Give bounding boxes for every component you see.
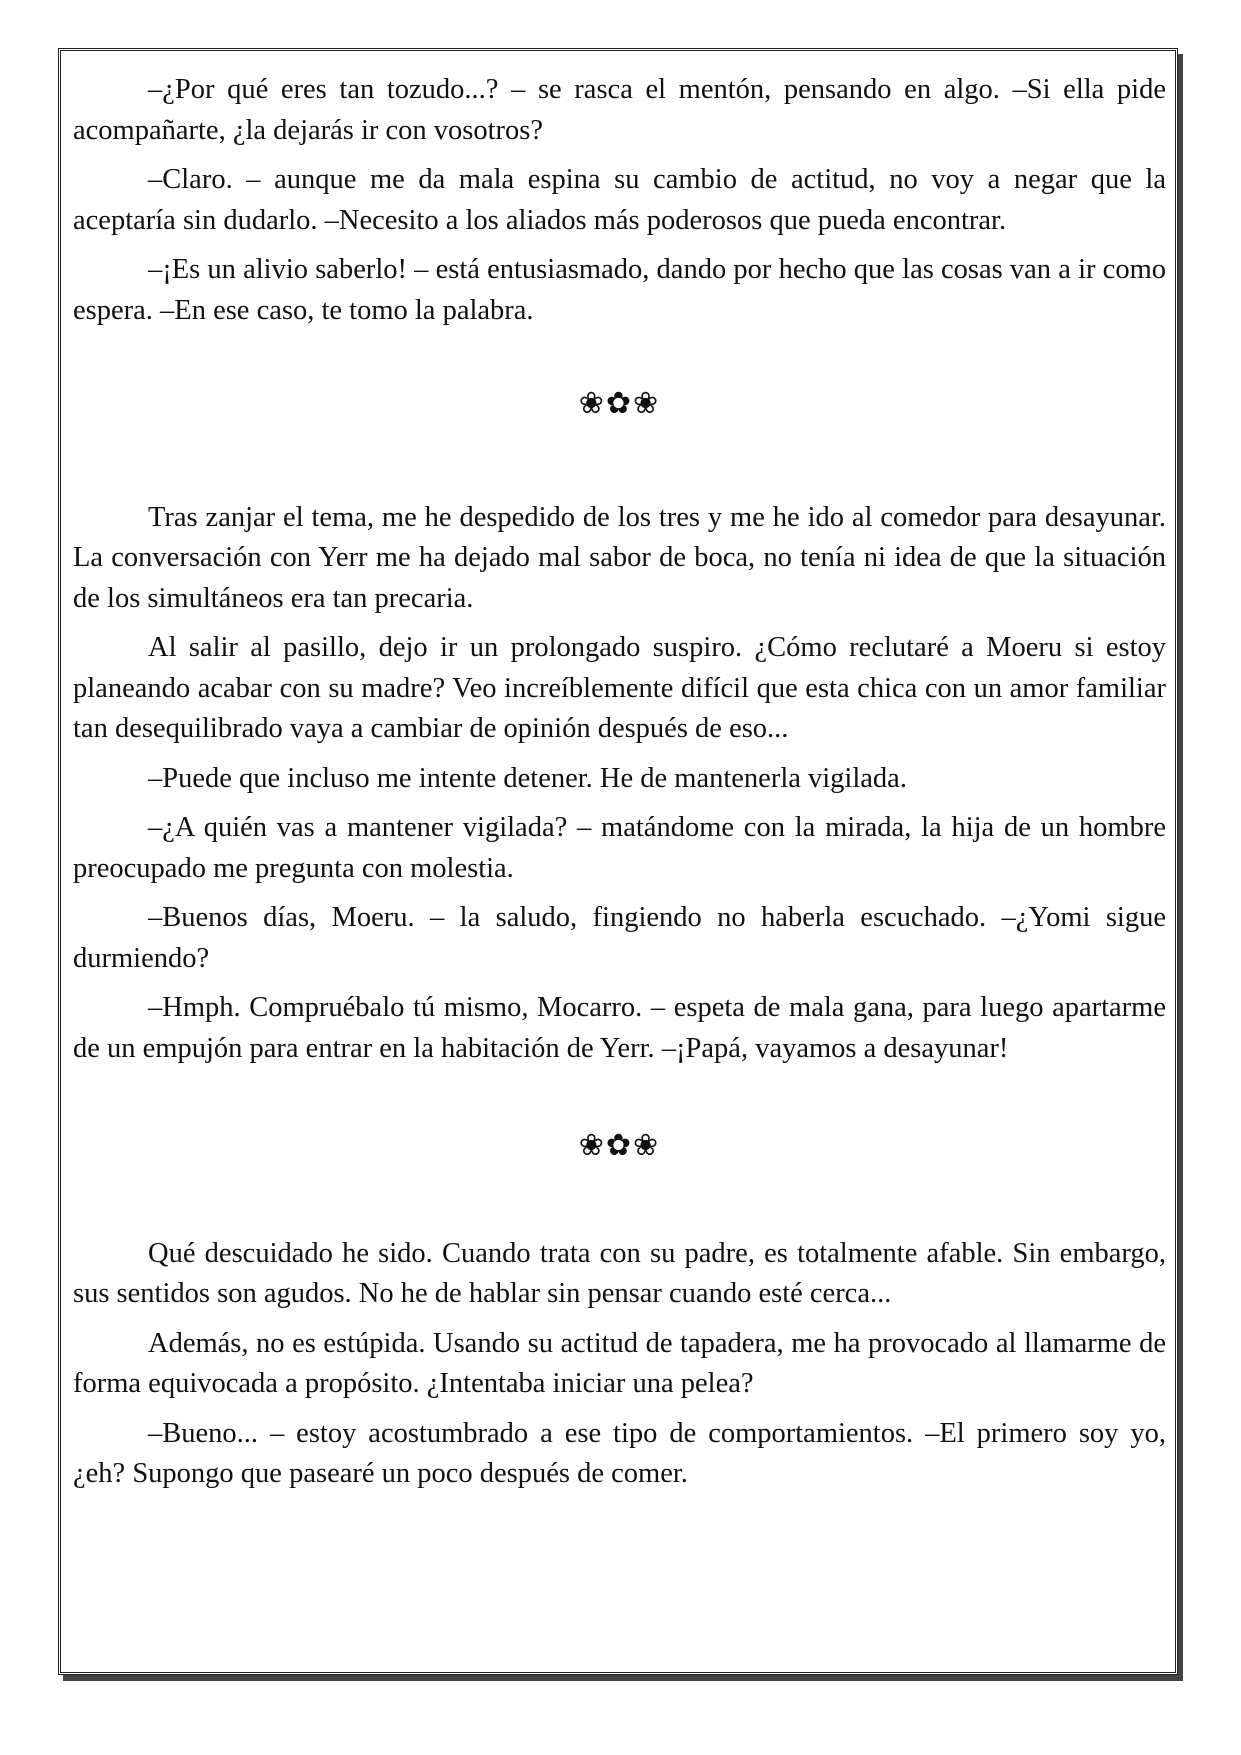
paragraph: –Hmph. Compruébalo tú mismo, Mocarro. – espeta de mala gana, para luego apartarme de un empujón para entrar en la habitación de Yerr. –¡Papá, vayamos a desayunar! bbox=[73, 992, 1166, 1064]
section-divider-flowers: ❀✿❀ bbox=[578, 1128, 661, 1163]
paragraph: –¡Es un alivio saberlo! – está entusiasmado, dando por hecho que las cosas van a ir como espera. –En ese caso, te tomo la palabra. bbox=[73, 254, 1166, 326]
paragraph: –¿A quién vas a mantener vigilada? – matándome con la mirada, la hija de un hombre preocupado me pregunta con molestia. bbox=[73, 812, 1166, 884]
paragraph: –Claro. – aunque me da mala espina su cambio de actitud, no voy a negar que la aceptaría sin dudarlo. –Necesito a los aliados más poderosos que pueda encontrar. bbox=[73, 164, 1166, 236]
paragraph: Además, no es estúpida. Usando su actitud de tapadera, me ha provocado al llamarme de forma equivocada a propósito. ¿Intentaba iniciar una pelea? bbox=[73, 1327, 1166, 1399]
paragraph: –Bueno... – estoy acostumbrado a ese tipo de comportamientos. –El primero soy yo, ¿eh? Supongo que pasearé un poco después de comer. bbox=[73, 1417, 1166, 1489]
paragraph: –Buenos días, Moeru. – la saludo, fingiendo no haberla escuchado. –¿Yomi sigue durmiendo? bbox=[73, 902, 1166, 974]
paragraph: –¿Por qué eres tan tozudo...? – se rasca el mentón, pensando en algo. –Si ella pide acompañarte, ¿la dejarás ir con vosotros? bbox=[73, 74, 1166, 146]
paragraph: Al salir al pasillo, dejo ir un prolongado suspiro. ¿Cómo reclutaré a Moeru si estoy planeando acabar con su madre? Veo increíblemente difícil que esta chica con un amor familiar tan desequilibrado vaya a cambiar de opinión después de eso... bbox=[73, 632, 1166, 744]
paragraph: Tras zanjar el tema, me he despedido de los tres y me he ido al comedor para desayunar. La conversación con Yerr me ha dejado mal sabor de boca, no tenía ni idea de que la situación de los simultáneos era tan precaria. bbox=[73, 501, 1166, 614]
paragraph: –Puede que incluso me intente detener. He de mantenerla vigilada. bbox=[148, 762, 907, 794]
section-divider-flowers: ❀✿❀ bbox=[578, 386, 661, 421]
paragraph: Qué descuidado he sido. Cuando trata con su padre, es totalmente afable. Sin embargo, sus sentidos son agudos. No he de hablar sin pensar cuando esté cerca... bbox=[73, 1237, 1166, 1309]
page-text bbox=[73, 70, 1166, 1504]
